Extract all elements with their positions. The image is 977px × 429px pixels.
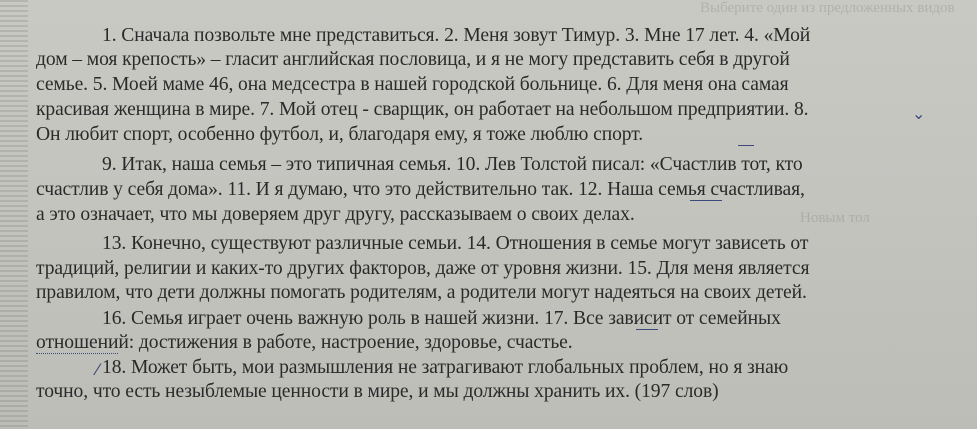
essay-line-9: 13. Конечно, существуют различные семьи. 14. Отношения в семье могут зависеть от xyxy=(102,233,809,254)
essay-line-8: а это означает, что мы доверяем друг другу, рассказываем о своих делах. xyxy=(36,204,635,225)
essay-line-3: семье. 5. Моей маме 46, она медсестра в нашей городской больнице. 6. Для меня она самая xyxy=(36,74,789,95)
essay-line-2: дом – моя крепость» – гласит английская пословица, и я не могу представить себя в другой xyxy=(36,49,790,70)
bleed-through-text: Выберите один из предложенных видов xyxy=(700,0,955,16)
pen-underline xyxy=(690,200,722,201)
essay-line-11: правилом, что дети должны помогать родителям, а родители могут надеяться на своих детей. xyxy=(36,282,807,303)
bleed-through-text: Новым тол xyxy=(800,210,870,226)
pen-mark: ⁄ xyxy=(96,360,99,379)
page-fold-shadow xyxy=(0,0,28,429)
pen-mark: ⌄ xyxy=(912,104,926,123)
essay-line-15: точно, что есть незыблемые ценности в мире, и мы должны хранить их. (197 слов) xyxy=(36,381,719,402)
essay-line-7: счастлив у себя дома». 11. И я думаю, что это действительно так. 12. Наша семья счастливая, xyxy=(36,179,805,200)
essay-line-14: 18. Может быть, мои размышления не затрагивают глобальных проблем, но я знаю xyxy=(102,357,789,378)
essay-line-1: 1. Сначала позвольте мне представиться. 2. Меня зовут Тимур. 3. Мне 17 лет. 4. «Мой xyxy=(102,25,811,46)
essay-line-6: 9. Итак, наша семья – это типичная семья. 10. Лев Толстой писал: «Счастлив тот, кто xyxy=(102,154,803,175)
essay-line-10: традиций, религии и каких-то других факторов, даже от уровня жизни. 15. Для меня является xyxy=(36,258,810,279)
pen-dotted-underline xyxy=(36,353,118,354)
essay-line-12: 16. Семья играет очень важную роль в нашей жизни. 17. Все зависит от семейных xyxy=(102,308,781,329)
pen-underline xyxy=(738,145,754,146)
pen-underline xyxy=(636,329,658,330)
essay-line-13: отношений: достижения в работе, настроение, здоровье, счастье. xyxy=(36,332,573,353)
essay-line-5: Он любит спорт, особенно футбол, и, благодаря ему, я тоже люблю спорт. xyxy=(36,124,644,145)
essay-line-4: красивая женщина в мире. 7. Мой отец - сварщик, он работает на небольшом предприятии. 8. xyxy=(36,99,809,120)
